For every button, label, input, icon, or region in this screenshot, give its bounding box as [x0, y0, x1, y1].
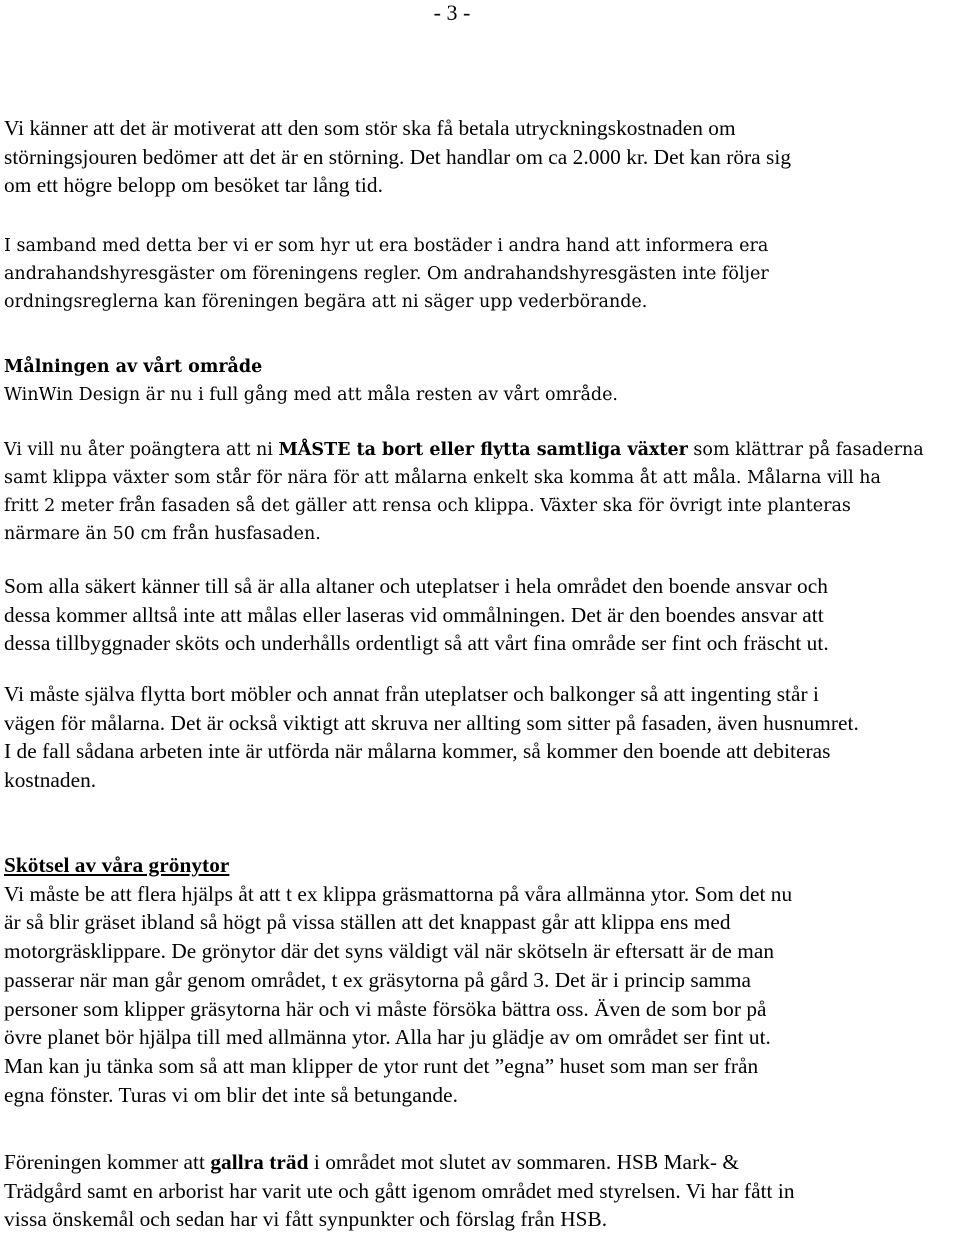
text-line: dessa tillbyggnader sköts och underhålls ordentligt så att vårt fina område ser fint och fräscht ut.	[4, 631, 829, 656]
text-line: om ett högre belopp om besöket tar lång tid.	[4, 173, 383, 198]
text-line: Vi måste själva flytta bort möbler och annat från uteplatser och balkonger så att ingenting står i	[4, 682, 820, 706]
text-line: övre planet bör hjälpa till med allmänna ytor. Alla har ju glädje av om området ser fint ut.	[4, 1025, 771, 1050]
text-line	[4, 436, 956, 464]
section-heading: Skötsel av våra grönytor	[4, 853, 230, 877]
text-run: Vi vill nu åter poängtera att ni	[4, 440, 279, 460]
paragraph-plants	[4, 436, 956, 548]
page-number: - 3 -	[433, 0, 471, 25]
text-line: personer som klipper gräsytorna här och vi måste försöka bättra oss. Även de som bor på	[4, 996, 767, 1021]
text-line: vissa önskemål och sedan har vi fått synpunkter och förslag från HSB.	[4, 1207, 608, 1232]
text-line: andrahandshyresgäster om föreningens regler. Om andrahandshyresgästen inte följer	[4, 264, 769, 284]
text-line: närmare än 50 cm från husfasaden.	[4, 524, 321, 544]
paragraph-emergency-cost	[4, 114, 956, 200]
paragraph-terraces	[4, 572, 956, 658]
text-line	[4, 1148, 956, 1177]
paragraph-furniture	[4, 680, 956, 795]
text-line: Som alla säkert känner till så är alla altaner och uteplatser i hela området den boende ansvar och	[4, 574, 828, 598]
text-line: är så blir gräset ibland så högt på vissa ställen att det knappast går att klippa ens med	[4, 910, 731, 935]
section-heading: Målningen av vårt område	[4, 357, 263, 377]
text-line: egna fönster. Turas vi om blir det inte så betungande.	[4, 1082, 458, 1107]
text-line: störningsjouren bedömer att det är en störning. Det handlar om ca 2.000 kr. Det kan röra sig	[4, 144, 792, 169]
text-line: Man kan ju tänka som så att man klipper de ytor runt det ”egna” huset som man ser från	[4, 1053, 759, 1078]
text-line: I de fall sådana arbeten inte är utförda när målarna kommer, så kommer den boende att debiteras	[4, 739, 831, 764]
text-run: som klättrar på fasaderna	[687, 440, 924, 460]
emphasis-text: MÅSTE ta bort eller flytta samtliga växter	[278, 440, 688, 460]
text-line: vägen för målarna. Det är också viktigt att skruva ner allting som sitter på fasaden, även husnumret.	[4, 710, 859, 735]
text-run: Föreningen kommer att	[4, 1150, 211, 1174]
emphasis-text: gallra träd	[210, 1150, 309, 1174]
text-line: WinWin Design är nu i full gång med att måla resten av vårt område.	[4, 385, 618, 405]
text-line: ordningsreglerna kan föreningen begära att ni säger upp vederbörande.	[4, 292, 648, 312]
section-painting	[4, 353, 956, 409]
text-line: Vi känner att det är motiverat att den som stör ska få betala utryckningskostnaden om	[4, 116, 736, 140]
paragraph-subletting	[4, 232, 956, 316]
text-line: samt klippa växter som står för nära för att målarna enkelt ska komma åt att måla. Målarna vill ha	[4, 468, 881, 488]
text-line: motorgräsklippare. De grönytor där det syns väldigt väl när skötseln är eftersatt är de man	[4, 939, 775, 964]
section-green-areas	[4, 851, 956, 1109]
text-line: Trädgård samt en arborist har varit ute och gått igenom området med styrelsen. Vi har fått in	[4, 1178, 795, 1203]
paragraph-tree-thinning	[4, 1148, 956, 1234]
text-line: Vi måste be att flera hjälps åt att t ex klippa gräsmattorna på våra allmänna ytor. Som det nu	[4, 881, 793, 906]
text-line: I samband med detta ber vi er som hyr ut era bostäder i andra hand att informera era	[4, 236, 769, 256]
text-line: fritt 2 meter från fasaden så det gäller att rensa och klippa. Växter ska för övrigt inte planteras	[4, 496, 851, 516]
text-line: kostnaden.	[4, 768, 97, 793]
text-line: dessa kommer alltså inte att målas eller laseras vid ommålningen. Det är den boendes ansvar att	[4, 602, 824, 627]
text-line: passerar när man går genom området, t ex gräsytorna på gård 3. Det är i princip samma	[4, 967, 751, 992]
text-run: i området mot slutet av sommaren. HSB Mark- &	[308, 1150, 740, 1174]
